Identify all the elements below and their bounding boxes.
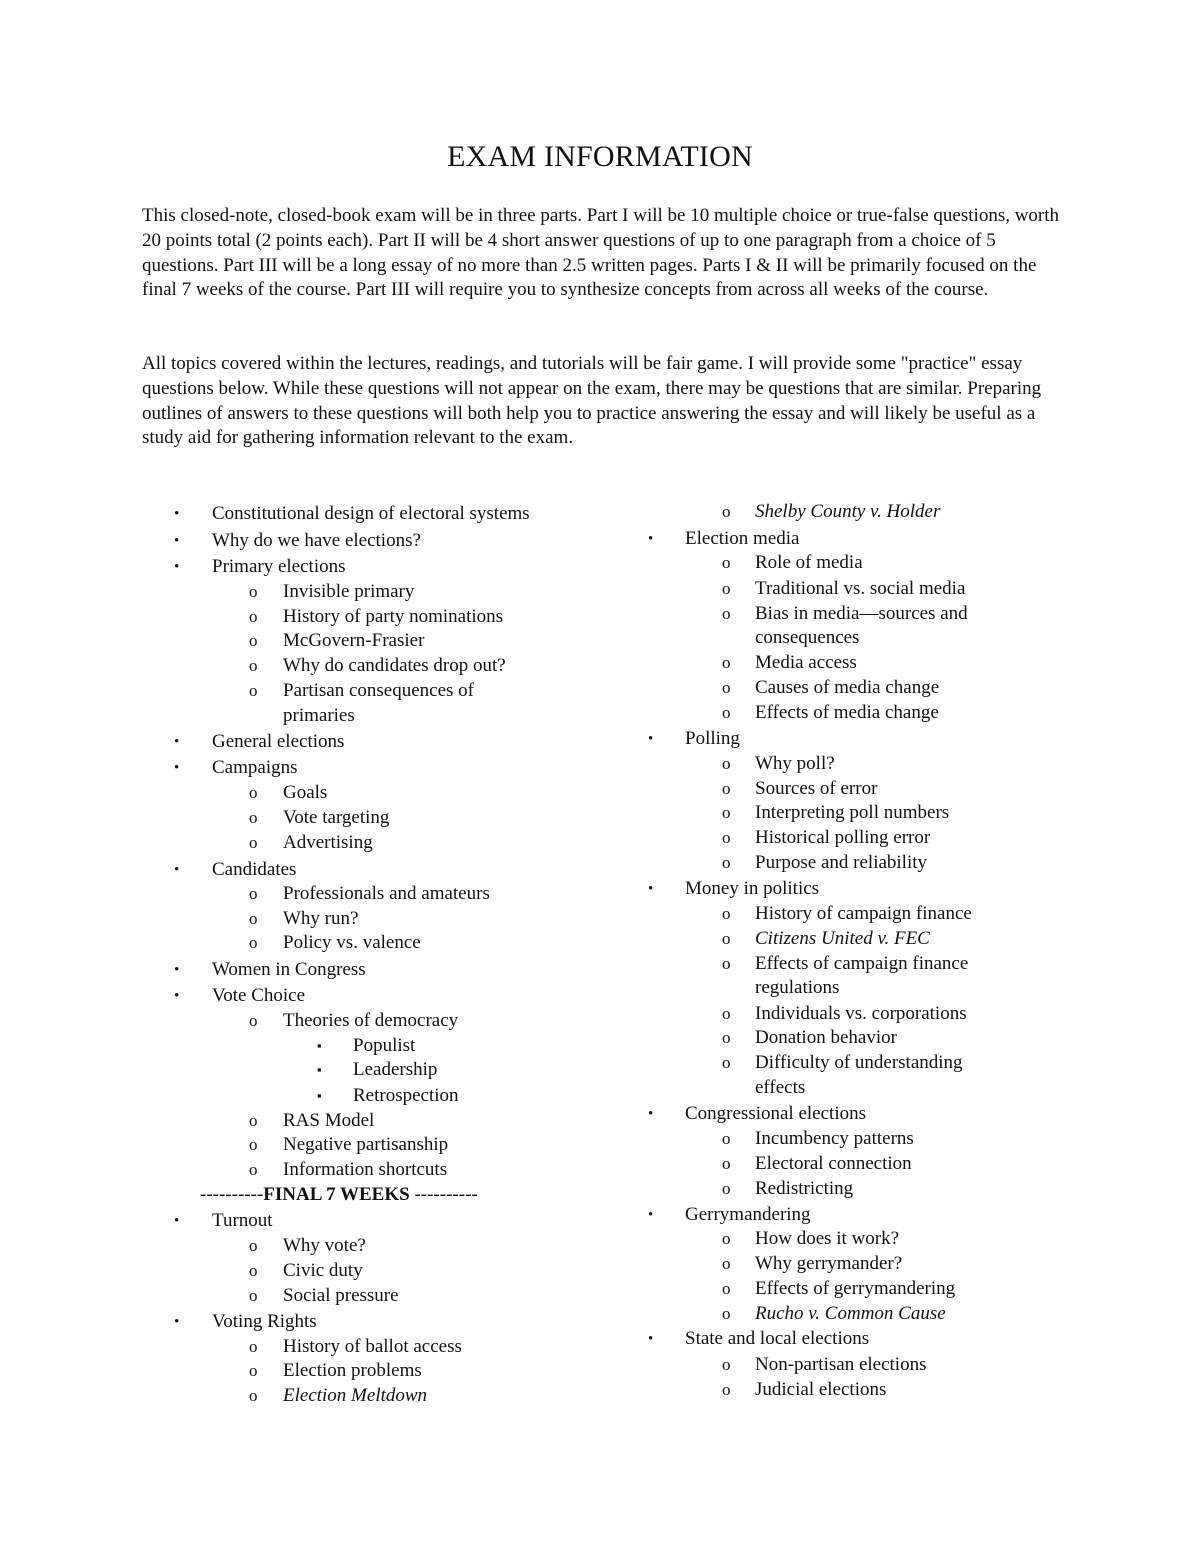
topics-paragraph: All topics covered within the lectures, readings, and tutorials will be fair game. I will provide some "practice" essay questions below. While these questions will not appear on the exam, there may be questions that are similar. Preparing outlines of answers to these questions will both help you to practice answering the essay and will likely be useful as a study aid for gathering information relevant to the exam. — [142, 353, 1042, 449]
list-item: Citizens United v. FEC — [755, 928, 930, 949]
list-item: Candidates — [212, 859, 297, 880]
list-item: Women in Congress — [212, 959, 366, 980]
list-item: Why do candidates drop out? — [283, 655, 506, 676]
bullet-circle-icon: o — [722, 1179, 731, 1198]
bullet-circle-icon: o — [249, 1160, 258, 1179]
divider-label: FINAL 7 WEEKS — [263, 1184, 410, 1205]
bullet-circle-icon: o — [722, 954, 731, 973]
bullet-dot-icon: • — [174, 760, 180, 776]
bullet-circle-icon: o — [249, 1286, 258, 1305]
list-item: Individuals vs. corporations — [755, 1003, 967, 1024]
intro-paragraph: This closed-note, closed-book exam will be in three parts. Part I will be 10 multiple choice or true-false questions, worth 20 points total (2 points each). Part II will be 4 short answer questions of up to one paragraph from a choice of 5 questions. Part III will be a long essay of no more than 2.5 written pages. Parts I & II will be primarily focused on the final 7 weeks of the course. Part III will require you to synthesize concepts from across all weeks of the course. — [142, 205, 1060, 301]
list-item: How does it work? — [755, 1228, 900, 1249]
bullet-circle-icon: o — [249, 582, 258, 601]
list-item: Populist — [353, 1035, 416, 1056]
bullet-dot-icon: • — [648, 531, 654, 547]
bullet-circle-icon: o — [722, 779, 731, 798]
list-item: effects — [755, 1077, 806, 1098]
bullet-circle-icon: o — [722, 1053, 731, 1072]
bullet-dot-icon: • — [174, 962, 180, 978]
list-item: Civic duty — [283, 1260, 363, 1281]
list-item: Incumbency patterns — [755, 1128, 914, 1149]
bullet-dot-icon: • — [174, 506, 180, 522]
bullet-square-icon: ▪ — [317, 1088, 322, 1103]
bullet-circle-icon: o — [249, 783, 258, 802]
list-item: Rucho v. Common Cause — [755, 1303, 946, 1324]
bullet-dot-icon: • — [174, 734, 180, 750]
bullet-circle-icon: o — [249, 1111, 258, 1130]
list-item: Effects of campaign finance — [755, 953, 969, 974]
list-item: Traditional vs. social media — [755, 578, 966, 599]
bullet-circle-icon: o — [249, 1386, 258, 1405]
list-item: History of party nominations — [283, 606, 504, 627]
list-item: History of ballot access — [283, 1336, 462, 1357]
bullet-dot-icon: • — [174, 559, 180, 575]
list-item: Voting Rights — [212, 1311, 317, 1332]
list-item: Redistricting — [755, 1178, 854, 1199]
list-item: Retrospection — [353, 1085, 459, 1106]
list-item: Advertising — [283, 832, 373, 853]
bullet-circle-icon: o — [722, 1254, 731, 1273]
bullet-circle-icon: o — [722, 1028, 731, 1047]
bullet-circle-icon: o — [249, 1135, 258, 1154]
bullet-circle-icon: o — [722, 1380, 731, 1399]
list-item: Vote targeting — [283, 807, 390, 828]
list-item: Goals — [283, 782, 328, 803]
list-item: Money in politics — [685, 878, 820, 899]
bullet-dot-icon: • — [174, 988, 180, 1004]
list-item: Gerrymandering — [685, 1204, 811, 1225]
divider-left-dashes: ---------- — [200, 1184, 264, 1205]
bullet-circle-icon: o — [722, 803, 731, 822]
list-item: Invisible primary — [283, 581, 415, 602]
list-item: Vote Choice — [212, 985, 306, 1006]
bullet-square-icon: ▪ — [317, 1038, 322, 1053]
bullet-circle-icon: o — [722, 579, 731, 598]
list-item: Purpose and reliability — [755, 852, 928, 873]
list-item: Why gerrymander? — [755, 1253, 903, 1274]
page-title: EXAM INFORMATION — [447, 140, 753, 173]
bullet-circle-icon: o — [722, 553, 731, 572]
bullet-circle-icon: o — [722, 678, 731, 697]
bullet-circle-icon: o — [249, 1361, 258, 1380]
bullet-circle-icon: o — [722, 703, 731, 722]
list-item: State and local elections — [685, 1328, 870, 1349]
list-item: Election Meltdown — [283, 1385, 428, 1406]
list-item: Election media — [685, 528, 800, 549]
list-item: Information shortcuts — [283, 1159, 448, 1180]
list-item: Primary elections — [212, 556, 346, 577]
list-item: Partisan consequences of — [283, 680, 474, 701]
list-item: Why vote? — [283, 1235, 366, 1256]
bullet-circle-icon: o — [722, 502, 731, 521]
list-item: Effects of gerrymandering — [755, 1278, 956, 1299]
list-item: Why do we have elections? — [212, 530, 421, 551]
list-item: Leadership — [353, 1059, 438, 1080]
bullet-dot-icon: • — [174, 1213, 180, 1229]
bullet-circle-icon: o — [722, 1279, 731, 1298]
list-item: regulations — [755, 977, 840, 998]
list-item: Non-partisan elections — [755, 1354, 927, 1375]
bullet-circle-icon: o — [249, 607, 258, 626]
list-item: RAS Model — [283, 1110, 375, 1131]
list-item: Turnout — [212, 1210, 273, 1231]
list-item: Effects of media change — [755, 702, 939, 723]
bullet-circle-icon: o — [249, 909, 258, 928]
bullet-circle-icon: o — [249, 1011, 258, 1030]
bullet-circle-icon: o — [249, 1337, 258, 1356]
list-item: Causes of media change — [755, 677, 940, 698]
bullet-circle-icon: o — [249, 1261, 258, 1280]
list-item: Difficulty of understanding — [755, 1052, 963, 1073]
list-item: Policy vs. valence — [283, 932, 421, 953]
bullet-circle-icon: o — [722, 754, 731, 773]
bullet-dot-icon: • — [648, 881, 654, 897]
bullet-circle-icon: o — [249, 884, 258, 903]
bullet-circle-icon: o — [249, 681, 258, 700]
bullet-dot-icon: • — [648, 1106, 654, 1122]
bullet-circle-icon: o — [249, 933, 258, 952]
list-item: Donation behavior — [755, 1027, 897, 1048]
bullet-circle-icon: o — [249, 656, 258, 675]
list-item: Interpreting poll numbers — [755, 802, 950, 823]
list-item: History of campaign finance — [755, 903, 972, 924]
bullet-circle-icon: o — [249, 631, 258, 650]
bullet-dot-icon: • — [648, 731, 654, 747]
list-item: Social pressure — [283, 1285, 399, 1306]
list-item: Shelby County v. Holder — [755, 501, 941, 522]
list-item: primaries — [283, 705, 355, 726]
bullet-circle-icon: o — [249, 1236, 258, 1255]
divider-right-dashes: ---------- — [409, 1184, 478, 1205]
bullet-dot-icon: • — [174, 1314, 180, 1330]
list-item: Election problems — [283, 1360, 422, 1381]
bullet-square-icon: ▪ — [317, 1062, 322, 1077]
list-item: Bias in media—sources and — [755, 603, 968, 624]
list-item: Judicial elections — [755, 1379, 887, 1400]
section-divider — [200, 1183, 478, 1207]
bullet-circle-icon: o — [722, 1229, 731, 1248]
list-item: General elections — [212, 731, 345, 752]
bullet-circle-icon: o — [722, 929, 731, 948]
list-item: McGovern-Frasier — [283, 630, 425, 651]
list-item: Negative partisanship — [283, 1134, 449, 1155]
list-item: Why poll? — [755, 753, 835, 774]
list-item: Electoral connection — [755, 1153, 912, 1174]
bullet-dot-icon: • — [174, 862, 180, 878]
list-item: Media access — [755, 652, 857, 673]
list-item: Constitutional design of electoral systems — [212, 503, 530, 524]
bullet-circle-icon: o — [722, 1154, 731, 1173]
bullet-circle-icon: o — [722, 1304, 731, 1323]
list-item: Role of media — [755, 552, 863, 573]
list-item: Congressional elections — [685, 1103, 866, 1124]
list-item: Professionals and amateurs — [283, 883, 490, 904]
list-item: Why run? — [283, 908, 359, 929]
bullet-dot-icon: • — [648, 1331, 654, 1347]
bullet-circle-icon: o — [722, 604, 731, 623]
bullet-dot-icon: • — [174, 533, 180, 549]
bullet-circle-icon: o — [249, 833, 258, 852]
list-item: consequences — [755, 627, 860, 648]
bullet-circle-icon: o — [722, 853, 731, 872]
bullet-circle-icon: o — [722, 653, 731, 672]
bullet-circle-icon: o — [722, 828, 731, 847]
list-item: Sources of error — [755, 778, 878, 799]
list-item: Campaigns — [212, 757, 298, 778]
list-item: Theories of democracy — [283, 1010, 459, 1031]
bullet-circle-icon: o — [722, 1129, 731, 1148]
bullet-circle-icon: o — [249, 808, 258, 827]
bullet-circle-icon: o — [722, 1355, 731, 1374]
list-item: Polling — [685, 728, 740, 749]
bullet-dot-icon: • — [648, 1207, 654, 1223]
list-item: Historical polling error — [755, 827, 931, 848]
bullet-circle-icon: o — [722, 1004, 731, 1023]
bullet-circle-icon: o — [722, 904, 731, 923]
